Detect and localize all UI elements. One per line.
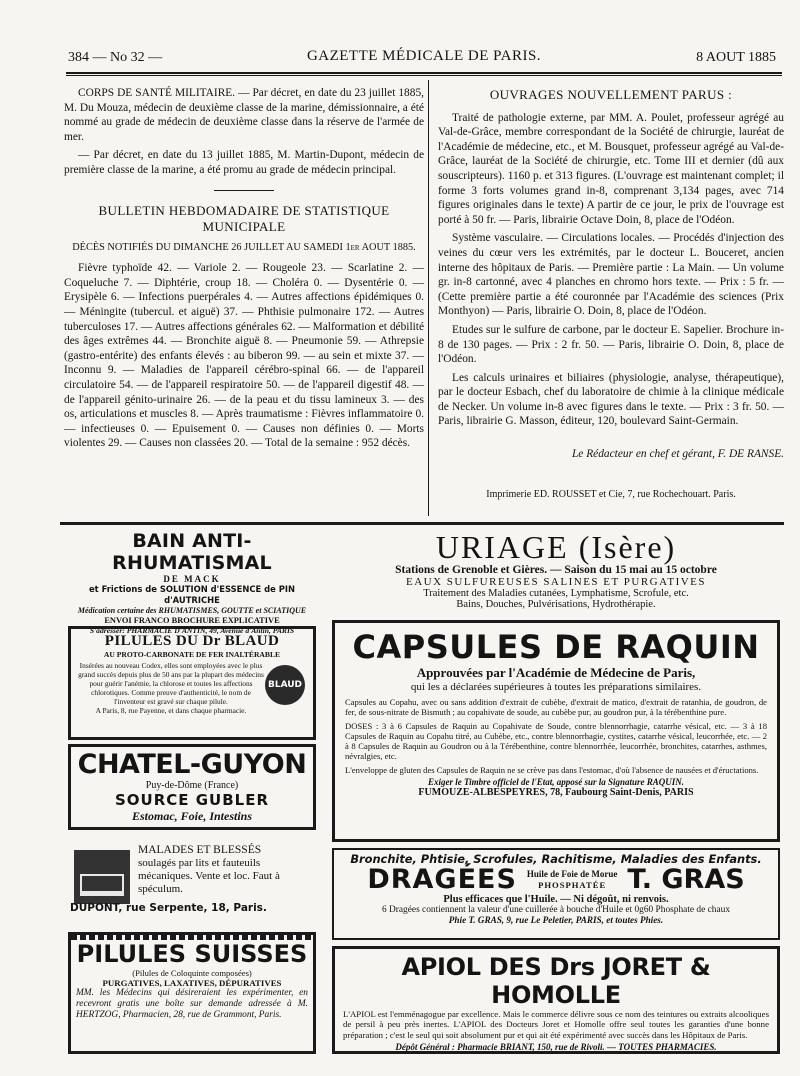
- corps-sante-paragraph: CORPS DE SANTÉ MILITAIRE. — Par décret, en date du 23 juillet 1885, M. Du Mouza, médecin de deuxième classe de la marine, démissionnaire, a été nommé au grade de médecin de deuxième classe dans la réserve de l'armée de mer.: [64, 87, 424, 143]
- malades-text: soulagés par lits et fauteuils mécaniques. Vente et loc. Faut à spéculum.: [138, 857, 280, 895]
- gras-address: Phie T. GRAS, 9, rue Le Peletier, PARIS, et toutes Phies.: [448, 915, 664, 925]
- blaud-text: Insérées au nouveau Codex, elles sont employées avec le plus grand succès depuis plus de 50 ans par la plupart des médecins pour guérir l'anémie, la chlorose et toutes les affections chlorotiques. Comme preuve d'authenticité, le nom de l'inventeur est gravé sur chaque pilule.: [78, 661, 264, 706]
- apiol-depot: Dépôt Général : Pharmacie BRIANT, 150, rue de Rivoli. — TOUTES PHARMACIES.: [395, 1042, 717, 1053]
- ouvrage-systeme-vasculaire: Système vasculaire. — Circulations locales. — Procédés d'injection des veines du cœur vers les extrémités, par le docteur L. Bouceret, ancien interne des hôpitaux de Paris. — Première partie : La Main. — Un volume gr. in-8 cartonné, avec 4 planches en chromo hors texte. — Prix : 5 fr. — (Cette première partie a été couronnée par l'Académie des sciences (Prix Monthyon) — Paris, librairie O. Doin, 8, place de l'Odéon.: [438, 232, 784, 318]
- ad-malades-blesses: [68, 844, 316, 916]
- raquin-approval: Approuvées par l'Académie de Médecine de Paris,: [416, 665, 696, 680]
- ouvrages-title: OUVRAGES NOUVELLEMENT PARUS :: [489, 87, 733, 102]
- ad-capsules-raquin: [332, 620, 780, 842]
- chatel-location: Puy-de-Dôme (France): [145, 780, 239, 791]
- page-number: 384 — No 32 —: [68, 50, 163, 65]
- gras-brand: T. GRAS: [627, 864, 745, 895]
- uriage-title: URIAGE (Isère): [435, 529, 677, 565]
- gras-phosphatee: PHOSPHATÉE: [538, 880, 607, 890]
- martin-dupont-paragraph: — Par décret, en date du 13 juillet 1885, M. Martin-Dupont, médecin de première classe de la marine, a été promu au grade de médecin principal.: [64, 149, 424, 176]
- chatel-title: CHATEL-GUYON: [77, 749, 307, 780]
- ouvrage-calculs: Les calculs urinaires et biliaires (physiologie, analyse, thérapeutique), par le docteur Esbach, chef du laboratoire de chimie à la clinique médicale de Necker. Un volume in-8 avec figures dans le texte. — Prix : 3 fr. 50. — Paris, librairie G. Masson, éditeur, 120, boulevard Saint-Germain.: [438, 371, 784, 428]
- editor-signature: Le Rédacteur en chef et gérant, F. DE RANSE.: [571, 448, 784, 461]
- suisses-title: PILULES SUISSES: [76, 940, 308, 968]
- bain-title: BAIN ANTI-RHUMATISMAL: [112, 530, 272, 574]
- issue-date: 8 AOUT 1885: [696, 50, 776, 65]
- raquin-superior: qui les a déclarées supérieures à toutes les préparations similaires.: [410, 681, 702, 693]
- uriage-stations: Stations de Grenoble et Gières. — Saison du 15 mai au 15 octobre: [395, 564, 717, 576]
- ad-pilules-blaud: [68, 626, 316, 740]
- left-column: [64, 86, 424, 455]
- gras-indications: Bronchite, Phtisie, Scrofules, Rachitisme, Maladies des Enfants.: [350, 852, 762, 866]
- raquin-capsules-text: Capsules au Copahu, avec ou sans addition d'extrait de cubèbe, d'extrait de matico, d'extrait de ratanhia, de goudron, de fer, de sous-nitrate de Bismuth ; au copahivate de soude, au cubèbe pur, au goudron pur, à la térébenthine pure.: [345, 697, 767, 717]
- apiol-title: APIOL DES Drs JORET & HOMOLLE: [401, 953, 711, 1009]
- deces-subtitle: DÉCÈS NOTIFIÉS DU DIMANCHE 26 JUILLET AU SAMEDI 1er AOUT 1885.: [72, 241, 416, 253]
- ad-bain-anti-rhumatismal: [66, 530, 318, 635]
- raquin-doses: DOSES : 3 à 6 Capsules de Raquin au Copahivate de Soude, contre blennorrhagie, catarrhe vésical, etc. — 3 à 18 Capsules de Raquin au Copahu titré, au Cubèbe, etc., contre blennorrhagie, cystites, catarrhe vésical, leucorrhée, etc. — 2 à 8 Capsules de Raquin au Goudron ou à la Térébenthine, contre blennorrhée, leucorrhée, bronchites, catarrhes, asthmes, névralgies, etc.: [345, 721, 767, 761]
- ad-pilules-suisses: [68, 932, 316, 1054]
- ad-chatel-guyon: [68, 744, 316, 830]
- journal-title: GAZETTE MÉDICALE DE PARIS.: [306, 48, 542, 64]
- ouvrage-sulfure: Etudes sur le sulfure de carbone, par le docteur E. Sapelier. Brochure in-8 de 130 pages. — Prix : 2 fr. 50. — Paris, librairie O. Doin, 8, place de l'Odéon.: [438, 323, 784, 366]
- uriage-traitement: Traitement des Maladies cutanées, Lymphatisme, Scrofule, etc.: [423, 588, 689, 599]
- bain-brochure: ENVOI FRANCO BROCHURE EXPLICATIVE: [104, 616, 280, 625]
- chatel-source: SOURCE GUBLER: [114, 791, 270, 809]
- malades-title: MALADES ET BLESSÉS: [138, 844, 262, 856]
- ad-apiol: [332, 946, 780, 1054]
- ads-separator-rule: [60, 522, 784, 525]
- suisses-text: MM. les Médecins qui désireraient les expérimenter, en recevront gratis une boîte sur demande adressée à M. HERTZOG, Pharmacien, 28, rue de Grammont, Paris.: [76, 988, 308, 1021]
- blaud-address: A Paris, 8, rue Payenne, et dans chaque pharmacie.: [95, 706, 247, 715]
- ad-uriage: [330, 530, 782, 616]
- raquin-title: CAPSULES DE RAQUIN: [352, 628, 760, 666]
- ad-dragees-gras: [332, 848, 780, 940]
- chatel-indications: Estomac, Foie, Intestins: [131, 809, 253, 823]
- bain-frictions: et Frictions de SOLUTION d'ESSENCE de PIN d'AUTRICHE: [88, 584, 296, 605]
- bed-icon: [74, 850, 130, 904]
- bain-medication: Médication certaine des RHUMATISMES, GOUTTE et SCIATIQUE: [77, 606, 307, 615]
- suisses-subtitle: (Pilules de Coloquinte composées): [132, 968, 252, 978]
- raquin-address: FUMOUZE-ALBESPEYRES, 78, Faubourg Saint-Denis, PARIS: [418, 787, 694, 798]
- header-rule: [66, 72, 782, 74]
- uriage-eaux: EAUX SULFUREUSES SALINES ET PURGATIVES: [405, 576, 707, 588]
- bulletin-title: BULLETIN HEBDOMADAIRE DE STATISTIQUE MUNICIPALE: [98, 202, 390, 234]
- bain-address: S'adresser: PHARMACIE D'ANTIN, 49, Avenue d'Antin, PARIS: [89, 626, 295, 635]
- malades-address: DUPONT, rue Serpente, 18, Paris.: [70, 902, 267, 914]
- gras-efficaces: Plus efficaces que l'Huile. — Ni dégoût, ni renvois.: [443, 894, 669, 905]
- blaud-subtitle: AU PROTO-CARBONATE DE FER INALTÉRABLE: [103, 650, 281, 659]
- suisses-purgatives: PURGATIVES, LAXATIVES, DÉPURATIVES: [102, 978, 282, 988]
- printer-imprint: Imprimerie ED. ROUSSET et Cie, 7, rue Rochechouart. Paris.: [486, 488, 736, 500]
- right-column: [438, 84, 784, 506]
- uriage-bains: Bains, Douches, Pulvérisations, Hydrothérapie.: [456, 599, 656, 610]
- running-header: [68, 46, 780, 68]
- gras-contenu: 6 Dragées contiennent la valeur d'une cuillerée à bouche d'Huile et 0g60 Phosphate de chaux: [381, 905, 731, 915]
- gras-dragees: DRAGÉES: [367, 864, 517, 895]
- blaud-title: PILULES DU Dr BLAUD: [104, 633, 280, 649]
- apiol-text: L'APIOL est l'emménagogue par excellence. Mais le commerce délivre sous ce nom des teintures ou extraits alcooliques de persil à peu près inertes. L'APIOL des Docteurs Joret et Homolle offre seul toutes les garanties d'une bonne préparation ; c'est le seul qui soit absolument pur et qui ait été expérimenté avec succès dans les Hôpitaux de Paris.: [343, 1009, 769, 1040]
- header-rule-2: [66, 75, 782, 76]
- bain-mack: DE MACK: [163, 574, 221, 584]
- gras-huile: Huile de Foie de Morue: [526, 869, 618, 879]
- statistics-paragraph: Fièvre typhoïde 42. — Variole 2. — Rougeole 23. — Scarlatine 2. — Coqueluche 7. — Diphtérie, croup 18. — Choléra 0. — Dysentérie 0. — Erysipèle 6. — Infections puerpérales 4. — Autres affections épidémiques 0. — Méningite (tubercul. et aiguë) 37. — Phthisie pulmonaire 172. — Autres tuberculoses 17. — Autres affections générales 62. — Malformation et débilité des âges extrêmes 44. — Bronchite aiguë 8. — Pneumonie 59. — Athrepsie (gastro-entérite) des enfants élevés : au biberon 99. — au sein et mixte 37. — Inconnu 9. — Maladies de l'appareil cérébro-spinal 66. — de l'appareil circulatoire 54. — de l'appareil respiratoire 50. — de l'appareil digestif 48. — de l'appareil génito-urinaire 26. — de la peau et du tissu lamineux 3. — des os, articulations et muscles 8. — Après traumatisme : Fièvres inflammatoire 0. — infectieuses 0. — Epuisement 0. — Causes non définies 0. — Morts violentes 29. — Causes non classées 20. — Total de la semaine : 952 décès.: [64, 262, 424, 450]
- section-rule: [214, 190, 274, 191]
- blaud-seal-icon: BLAUD: [265, 665, 305, 705]
- column-divider: [428, 80, 429, 516]
- raquin-timbre: Exiger le Timbre officiel de l'Etat, apposé sur la Signature RAQUIN.: [427, 777, 684, 787]
- ouvrage-pathologie: Traité de pathologie externe, par MM. A. Poulet, professeur agrégé au Val-de-Grâce, membre correspondant de la Société de chirurgie, lauréat de l'Académie de médecine, etc., et M. Bousquet, professeur agrégé au Val-de-Grâce, lauréat de la Société de chirurgie, etc. Tome III et dernier (dû aux souscripteurs). 1160 p. et 313 figures. (L'ouvrage est maintenant complet; il forme 3 forts volumes grand in-8, comprenant 3,134 pages, avec 714 figures originales dans le texte) A partir de ce jour, le prix de l'ouvrage est porté à 50 fr. — Paris, librairie Octave Doin, 8, place de l'Odéon.: [438, 111, 784, 226]
- raquin-gluten: L'enveloppe de gluten des Capsules de Raquin ne se crève pas dans l'estomac, d'où l'absence de nausées et d'éructations.: [345, 765, 759, 775]
